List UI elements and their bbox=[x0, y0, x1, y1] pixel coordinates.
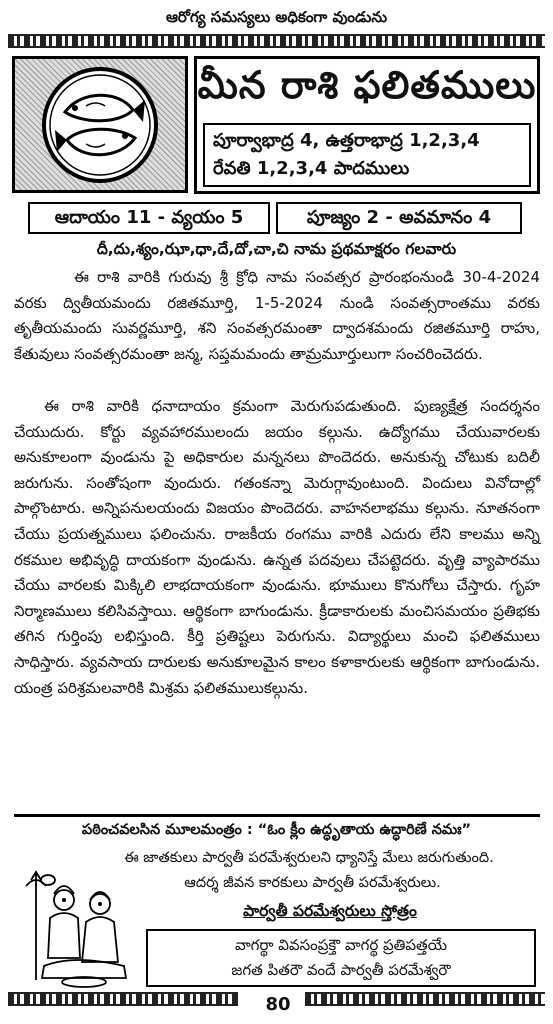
pisces-fish-icon bbox=[41, 66, 159, 184]
stotram-title: పార్వతీ పరమేశ్వరులు స్తోత్రం bbox=[243, 902, 417, 920]
stotram-verse-box bbox=[146, 929, 536, 987]
page-number: 80 bbox=[265, 994, 291, 1015]
decorative-border-bottom-right bbox=[305, 992, 545, 1006]
predictions-paragraph: ఈ రాశి వారికి ధనాదాయం క్రమంగా మెరుగుపడుతుంది. పుణ్యక్షేత్ర సందర్శనం చేయుదురు. కోర్టు వ్యవహారములందు జయం కల్గును. ఉద్యోగము చేయువారలకు అనుకూలంగా వుండును పై అధికారుల మన్ననలు పొందెదరు. అనుకున్న చోటుకు బదిలీ జరుగును. సంతోషంగా వుందురు. గతంకన్నా మెరుగ్గావుంటుంది. విందులు వినోదాల్లో పాల్గొంటారు. అన్నిపనులయందు విజయం పొందెదరు. వాహనలాభము కల్గును. నూతనంగా చేయు ప్రయత్నములు ఫలించును. రాజకీయ రంగము వారికి ఎదురు లేని కాలము అన్ని రకముల అభివృద్ధి దాయకంగా వుండును. ఉన్నత పదవులు చేపట్టెదరు. వృత్తి వ్యాపారము చేయు వారలకు మిక్కిలి లాభదాయకంగా వుండును. భూములు కొనుగోలు చేస్తారు. గృహ నిర్మాణములు కలిసివస్తాయి. ఆర్థికంగా బాగుండును. క్రీడాకారులకు మంచిసమయం ప్రతిభకు తగిన గుర్తింపు లభిస్తుంది. కీర్తి ప్రతిష్టలు పెరుగును. విద్యార్థులు మంచి ఫలితములు సాధిస్తారు. వ్యవసాయ దారులకు అనుకూలమైన కాలం కళాకారులకు ఆర్థికంగా బాగుండును. యంత్ర పరిశ్రమలవారికి మిశ్రమ ఫలితములుకల్గును. bbox=[14, 397, 540, 697]
nakshatra-box bbox=[203, 123, 531, 187]
nakshatra-line-2: రేవతి 1,2,3,4 పాదములు bbox=[213, 158, 410, 179]
shiva-parvati-illustration bbox=[14, 870, 140, 990]
nakshatra-line-1: పూర్వాభాద్ర 4, ఉత్తరాభాద్ర 1,2,3,4 bbox=[213, 130, 480, 151]
decorative-border-bottom-left bbox=[8, 992, 238, 1006]
mantra-line: పఠించవలసిన మూలమంత్రం : “ఓం క్లీం ఉద్ధృతాయ ఉద్ధారిణే నమః” bbox=[81, 822, 472, 838]
decorative-border-top bbox=[8, 34, 545, 48]
planet-positions-paragraph: ఈ రాశి వారికి గురువు శ్రీ క్రోధి నామ సంవత్సర ప్రారంభంనుండి 30-4-2024 వరకు ద్వితీయమందు రజితమూర్తి, 1-5-2024 నుండి సంవత్సరాంతము వరకు తృతీయమందు సువర్ణమూర్తి, శని సంవత్సరమంతా ద్వాదశమందు రజితమూర్తి రాహు, కేతువులు సంవత్సరమంతా జన్మ, సప్తమమందు తామ్రమూర్తులుగా సంచరించెదరు. bbox=[14, 268, 540, 363]
name-letters: దీ,దు,శ్యం,ఝా,ధా,దే,దో,చా,చి నామ ప్రథమాక్షరం గలవారు bbox=[96, 240, 457, 258]
honor-dishonor-box: పూజ్యం 2 - అవమానం 4 bbox=[276, 202, 522, 234]
verse-line-2: జగత పితరౌ వందే పార్వతీ పరమేశ్వరౌ bbox=[231, 961, 451, 979]
header-note: ఆరోగ్య సమస్యలు అధికంగా వుండును bbox=[165, 8, 388, 26]
page-title: మీన రాశి ఫలితములు bbox=[197, 63, 537, 107]
title-frame bbox=[194, 56, 540, 194]
deity-line: ఆదర్శ జీవన కారకులు పార్వతీ పరమేశ్వరులు. bbox=[184, 875, 441, 891]
divider bbox=[14, 814, 540, 817]
verse-line-1: వాగర్థా వివసంప్రక్తౌ వాగర్థ ప్రతిపత్తయే bbox=[234, 936, 448, 954]
pisces-emblem-frame bbox=[12, 56, 188, 193]
income-expense-box: ఆదాయం 11 - వ్యయం 5 bbox=[28, 202, 270, 234]
benefit-line: ఈ జాతకులు పార్వతీ పరమేశ్వరులని ధ్యానిస్తే మేలు జరుగుతుంది. bbox=[124, 850, 494, 866]
